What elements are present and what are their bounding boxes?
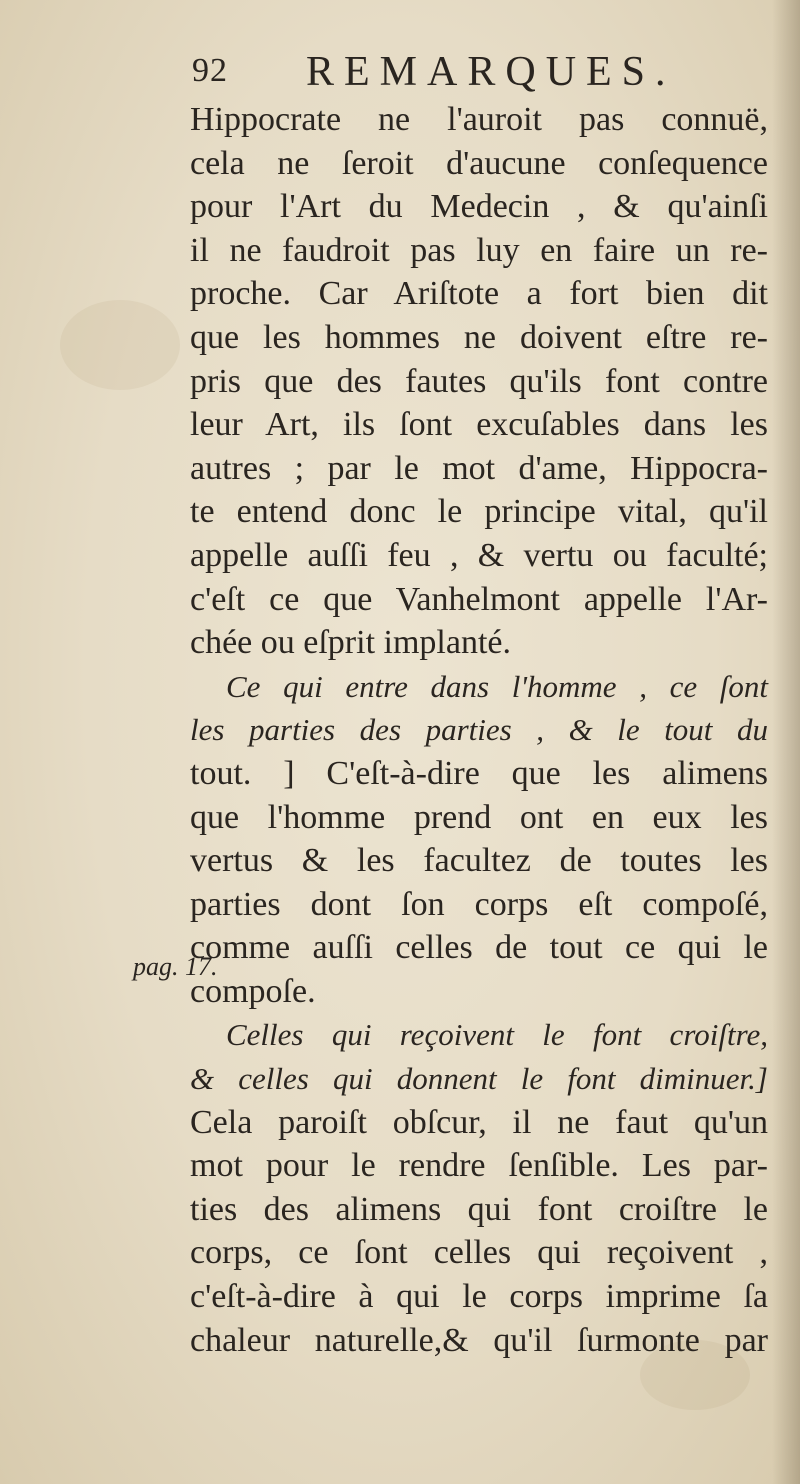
quoted-lemma-line: les parties des parties , & le tout du: [190, 712, 768, 748]
text-line: proche. Car Ariſtote a fort bien dit: [190, 275, 768, 313]
text-line: comme auſſi celles de tout ce qui le: [190, 929, 768, 967]
text-line: Cela paroiſt obſcur, il ne faut qu'un: [190, 1103, 768, 1141]
text-line: Hippocrate ne l'auroit pas connuë,: [190, 101, 768, 138]
text-line: te entend donc le principe vital, qu'il: [190, 493, 768, 531]
quoted-lemma-line: Ce qui entre dans l'homme , ce ſont: [226, 668, 768, 704]
gutter-shadow: [772, 0, 800, 1484]
text-line: vertus & les facultez de toutes les: [190, 842, 768, 880]
text-line: que les hommes ne doivent eſtre re-: [190, 318, 768, 356]
text-line: cela ne ſeroit d'aucune conſequence: [190, 144, 768, 182]
page-number: 92: [192, 52, 228, 89]
text-line: mot pour le rendre ſenſible. Les par-: [190, 1147, 768, 1185]
text-line: il ne faudroit pas luy en faire un re-: [190, 231, 768, 269]
quoted-lemma-line: Celles qui reçoivent le font croiſtre,: [226, 1017, 768, 1053]
paper-stain: [60, 300, 180, 390]
body-text: [190, 98, 768, 1362]
text-line: autres ; par le mot d'ame, Hippocra-: [190, 449, 768, 487]
text-line: que l'homme prend ont en eux les: [190, 798, 768, 836]
quoted-lemma-line: & celles qui donnent le font diminuer.]: [190, 1061, 768, 1097]
text-line: pris que des fautes qu'ils font contre: [190, 362, 768, 400]
text-line: leur Art, ils ſont excuſables dans les: [190, 406, 768, 444]
text-line: chée ou eſprit implanté.: [190, 624, 511, 662]
running-title: REMARQUES.: [306, 49, 676, 95]
text-line: appelle auſſi feu , & vertu ou faculté;: [190, 536, 768, 574]
text-line: tout. ] C'eſt-à-dire que les alimens: [190, 754, 768, 792]
text-line: parties dont ſon corps eſt compoſé,: [190, 885, 768, 923]
margin-reference: pag. 17.: [133, 952, 218, 981]
text-line: c'eſt ce que Vanhelmont appelle l'Ar-: [190, 580, 768, 618]
page-header: [192, 48, 772, 98]
text-line: corps, ce ſont celles qui reçoivent ,: [190, 1234, 768, 1272]
text-line: pour l'Art du Medecin , & qu'ainſi: [190, 188, 768, 226]
text-line: c'eſt-à-dire à qui le corps imprime ſa: [190, 1278, 768, 1316]
text-line: chaleur naturelle,& qu'il ſurmonte par: [190, 1321, 768, 1359]
text-line: ties des alimens qui font croiſtre le: [190, 1190, 768, 1228]
text-line: compoſe.: [190, 972, 316, 1010]
